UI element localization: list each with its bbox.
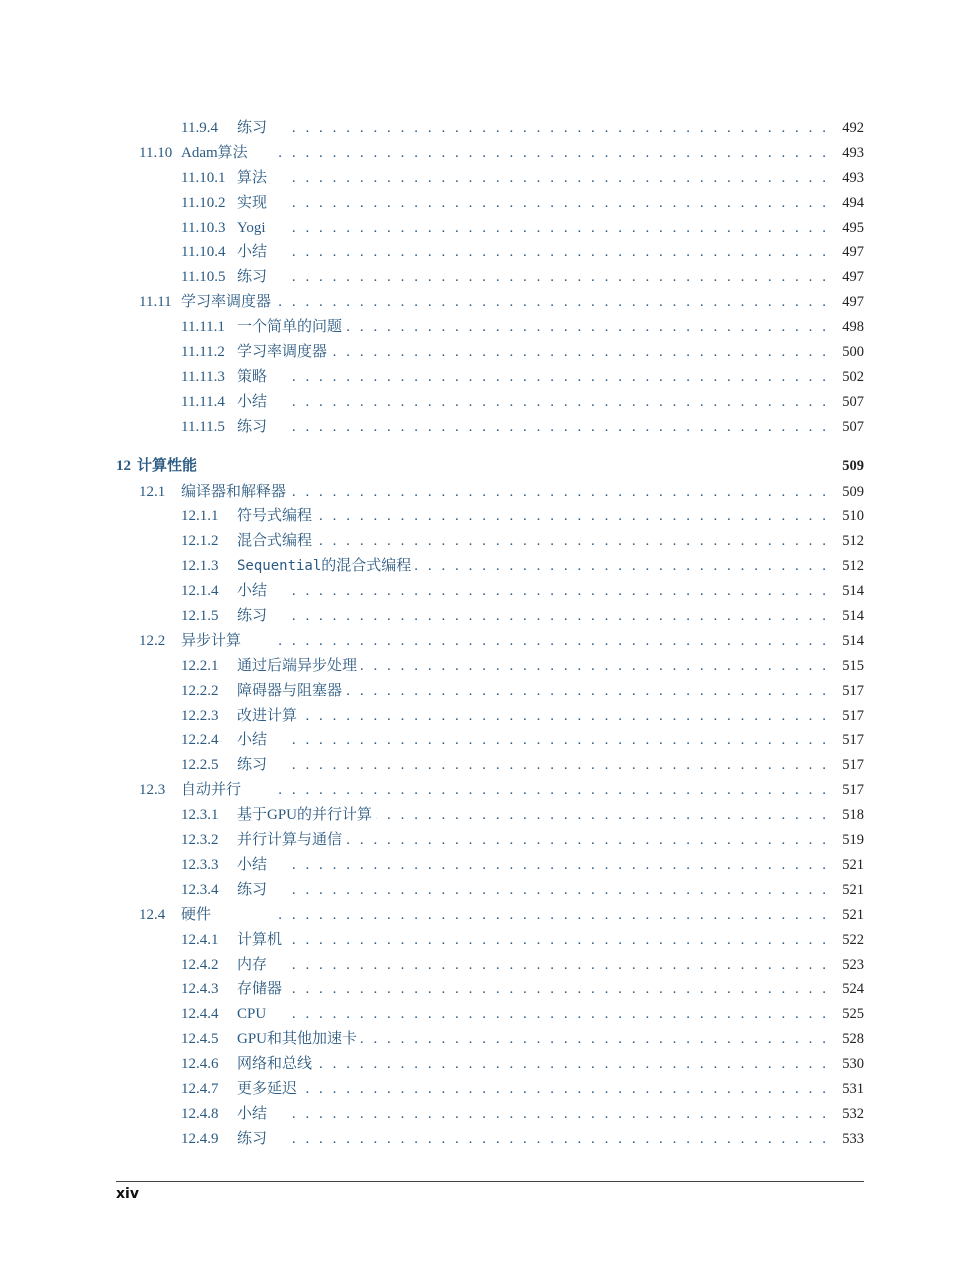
entry-number: 12.4.7 — [181, 1080, 219, 1097]
entry-number: 12.3.4 — [181, 881, 219, 898]
toc-subsection-entry[interactable] — [116, 1077, 864, 1102]
toc-subsection-entry[interactable] — [116, 928, 864, 953]
entry-title: 计算机 — [237, 928, 286, 953]
toc-subsection-entry[interactable] — [116, 390, 864, 415]
entry-page-number: 500 — [842, 344, 864, 361]
entry-title: 通过后端异步处理 — [237, 654, 361, 679]
entry-page-number: 519 — [842, 832, 864, 849]
entry-number: 12.3.2 — [181, 832, 219, 849]
entry-number: 12.4.4 — [181, 1006, 219, 1023]
dot-leader — [286, 878, 826, 903]
entry-page-number: 531 — [842, 1080, 864, 1097]
dot-leader — [286, 579, 826, 604]
entry-title: 练习 — [237, 878, 271, 903]
footer-divider — [116, 1181, 864, 1182]
toc-chapter-entry[interactable] — [116, 452, 864, 480]
entry-number: 11.10.4 — [181, 244, 226, 261]
entry-page-number: 495 — [842, 219, 864, 236]
entry-title: 练习 — [237, 1127, 271, 1152]
entry-page-number: 512 — [842, 558, 864, 575]
toc-subsection-entry[interactable] — [116, 728, 864, 753]
entry-number: 12.2.3 — [181, 707, 219, 724]
toc-subsection-entry[interactable] — [116, 340, 864, 365]
entry-page-number: 492 — [842, 120, 864, 136]
entry-page-number: 523 — [842, 956, 864, 973]
entry-number: 12.1.4 — [181, 583, 219, 600]
entry-page-number: 515 — [842, 657, 864, 674]
toc-subsection-entry[interactable] — [116, 116, 864, 141]
toc-subsection-entry[interactable] — [116, 1102, 864, 1127]
entry-page-number: 514 — [842, 632, 864, 649]
entry-title: 练习 — [237, 116, 271, 141]
entry-title: 符号式编程 — [237, 504, 316, 529]
entry-number: 11.10.2 — [181, 194, 226, 211]
dot-leader — [286, 1002, 826, 1027]
entry-page-number: 512 — [842, 533, 864, 550]
entry-title: 实现 — [237, 191, 271, 216]
toc-subsection-entry[interactable] — [116, 878, 864, 903]
dot-leader — [286, 679, 826, 704]
entry-number: 11.11.2 — [181, 344, 225, 361]
entry-title: 异步计算 — [181, 629, 245, 654]
entry-title: Adam算法 — [181, 141, 252, 166]
entry-page-number: 507 — [842, 418, 864, 435]
toc-section-entry[interactable] — [116, 903, 864, 928]
entry-title: 改进计算 — [237, 704, 301, 729]
entry-title: 学习率调度器 — [181, 290, 275, 315]
entry-page-number: 530 — [842, 1056, 864, 1073]
dot-leader — [276, 290, 826, 315]
toc-subsection-entry[interactable] — [116, 753, 864, 778]
entry-number: 12.1.1 — [181, 508, 219, 525]
entry-title: 小结 — [237, 1102, 271, 1127]
entry-number: 12.2.5 — [181, 757, 219, 774]
entry-number: 12.2.4 — [181, 732, 219, 749]
dot-leader — [286, 390, 826, 415]
toc-subsection-entry[interactable] — [116, 853, 864, 878]
entry-title: 小结 — [237, 390, 271, 415]
entry-page-number: 524 — [842, 981, 864, 998]
toc-subsection-entry[interactable] — [116, 504, 864, 529]
entry-number: 12.3 — [139, 782, 166, 799]
entry-title: 一个简单的问题 — [237, 315, 346, 340]
entry-page-number: 497 — [842, 269, 864, 286]
entry-page-number: 498 — [842, 319, 864, 336]
entry-number: 12.4.8 — [181, 1105, 219, 1122]
toc-section-entry[interactable] — [116, 290, 864, 315]
entry-page-number: 532 — [842, 1105, 864, 1122]
toc-subsection-entry[interactable] — [116, 953, 864, 978]
dot-leader — [286, 340, 826, 365]
dot-leader — [286, 415, 826, 440]
entry-title: 计算性能 — [137, 452, 201, 480]
entry-number: 11.11.3 — [181, 368, 225, 385]
entry-page-number: 521 — [842, 856, 864, 873]
entry-title — [237, 554, 415, 579]
toc-subsection-entry[interactable] — [116, 1002, 864, 1027]
entry-number: 11.10.3 — [181, 219, 226, 236]
entry-page-number: 518 — [842, 807, 864, 824]
dot-leader — [286, 529, 826, 554]
page-number: xiv — [116, 1186, 139, 1202]
toc-subsection-entry[interactable] — [116, 828, 864, 853]
entry-number: 12.1.5 — [181, 608, 219, 625]
toc-subsection-entry[interactable] — [116, 704, 864, 729]
toc-subsection-entry[interactable] — [116, 315, 864, 340]
toc-subsection-entry[interactable] — [116, 365, 864, 390]
dot-leader — [286, 828, 826, 853]
entry-title: 并行计算与通信 — [237, 828, 346, 853]
dot-leader — [286, 116, 826, 141]
dot-leader — [286, 240, 826, 265]
entry-title: 练习 — [237, 604, 271, 629]
dot-leader — [286, 315, 826, 340]
entry-title: 更多延迟 — [237, 1077, 301, 1102]
entry-number: 12.3.1 — [181, 807, 219, 824]
entry-page-number: 533 — [842, 1130, 864, 1147]
toc-subsection-entry[interactable] — [116, 1127, 864, 1152]
entry-page-number: 525 — [842, 1006, 864, 1023]
toc-subsection-entry[interactable] — [116, 803, 864, 828]
dot-leader — [286, 1052, 826, 1077]
entry-title: 学习率调度器 — [237, 340, 331, 365]
entry-title: 策略 — [237, 365, 271, 390]
entry-number: 12.2.2 — [181, 682, 219, 699]
dot-leader — [276, 778, 826, 803]
entry-number: 12.1.3 — [181, 558, 219, 575]
dot-leader — [286, 654, 826, 679]
dot-leader — [286, 953, 826, 978]
entry-page-number: 514 — [842, 583, 864, 600]
entry-title: 自动并行 — [181, 778, 245, 803]
table-of-contents — [116, 116, 864, 1152]
dot-leader — [286, 365, 826, 390]
entry-title: GPU和其他加速卡 — [237, 1027, 361, 1052]
entry-title: 小结 — [237, 853, 271, 878]
entry-title: 内存 — [237, 953, 271, 978]
toc-section-entry[interactable] — [116, 141, 864, 166]
entry-number: 12.2.1 — [181, 657, 219, 674]
entry-number: 12.4.1 — [181, 931, 219, 948]
entry-number: 11.11 — [139, 294, 172, 311]
dot-leader — [286, 265, 826, 290]
entry-page-number: 493 — [842, 169, 864, 186]
dot-leader — [276, 141, 826, 166]
toc-subsection-entry[interactable] — [116, 554, 864, 579]
entry-page-number: 497 — [842, 294, 864, 311]
dot-leader — [276, 903, 826, 928]
entry-title: 基于GPU的并行计算 — [237, 803, 376, 828]
toc-subsection-entry[interactable] — [116, 1052, 864, 1077]
toc-subsection-entry[interactable] — [116, 604, 864, 629]
entry-title: 小结 — [237, 579, 271, 604]
entry-page-number: 509 — [842, 483, 864, 500]
toc-subsection-entry[interactable] — [116, 977, 864, 1002]
entry-page-number: 517 — [842, 707, 864, 724]
toc-subsection-entry[interactable] — [116, 679, 864, 704]
entry-number: 12 — [116, 457, 131, 474]
dot-leader — [286, 604, 826, 629]
toc-section-entry[interactable] — [116, 480, 864, 505]
entry-number: 11.10 — [139, 144, 173, 161]
entry-number: 12.4.6 — [181, 1056, 219, 1073]
dot-leader — [286, 166, 826, 191]
toc-subsection-entry[interactable] — [116, 415, 864, 440]
entry-page-number: 522 — [842, 931, 864, 948]
dot-leader — [286, 753, 826, 778]
dot-leader — [286, 853, 826, 878]
entry-title: 存储器 — [237, 977, 286, 1002]
toc-subsection-entry[interactable] — [116, 166, 864, 191]
entry-title-suffix: 的混合式编程 — [321, 558, 412, 575]
entry-number: 12.4.2 — [181, 956, 219, 973]
dot-leader — [286, 216, 826, 241]
entry-number: 12.1 — [139, 483, 166, 500]
entry-title: 练习 — [237, 753, 271, 778]
entry-page-number: 517 — [842, 732, 864, 749]
dot-leader — [276, 480, 826, 505]
entry-title: 混合式编程 — [237, 529, 316, 554]
toc-section-entry[interactable] — [116, 629, 864, 654]
entry-title: 小结 — [237, 240, 271, 265]
entry-number: 11.10.5 — [181, 269, 226, 286]
entry-number: 12.3.3 — [181, 856, 219, 873]
entry-title: Yogi — [237, 216, 270, 241]
entry-page-number: 493 — [842, 144, 864, 161]
entry-page-number: 517 — [842, 757, 864, 774]
entry-number: 12.4.5 — [181, 1031, 219, 1048]
entry-title: 练习 — [237, 265, 271, 290]
entry-title: CPU — [237, 1002, 270, 1027]
entry-number: 12.4 — [139, 906, 166, 923]
toc-subsection-entry[interactable] — [116, 579, 864, 604]
entry-page-number: 521 — [842, 906, 864, 923]
entry-page-number: 517 — [842, 682, 864, 699]
dot-leader — [286, 504, 826, 529]
entry-title: 练习 — [237, 415, 271, 440]
entry-page-number: 502 — [842, 368, 864, 385]
entry-number: 11.11.5 — [181, 418, 225, 435]
toc-subsection-entry[interactable] — [116, 1027, 864, 1052]
entry-number: 11.11.4 — [181, 393, 225, 410]
entry-page-number: 494 — [842, 194, 864, 211]
entry-page-number: 521 — [842, 881, 864, 898]
entry-title: 算法 — [237, 166, 271, 191]
dot-leader — [286, 191, 826, 216]
entry-title: 障碍器与阻塞器 — [237, 679, 346, 704]
entry-title: 小结 — [237, 728, 271, 753]
dot-leader — [286, 1027, 826, 1052]
dot-leader — [286, 1077, 826, 1102]
dot-leader — [286, 977, 826, 1002]
entry-number: 11.10.1 — [181, 169, 226, 186]
entry-page-number: 497 — [842, 244, 864, 261]
entry-title: 编译器和解释器 — [181, 480, 290, 505]
toc-section-entry[interactable] — [116, 778, 864, 803]
dot-leader — [286, 728, 826, 753]
dot-leader — [286, 928, 826, 953]
toc-subsection-entry[interactable] — [116, 191, 864, 216]
entry-number: 12.4.9 — [181, 1130, 219, 1147]
dot-leader — [286, 1127, 826, 1152]
toc-subsection-entry[interactable] — [116, 529, 864, 554]
dot-leader — [286, 704, 826, 729]
entry-number: 12.4.3 — [181, 981, 219, 998]
entry-page-number: 510 — [842, 508, 864, 525]
entry-title: 硬件 — [181, 903, 215, 928]
entry-number: 11.11.1 — [181, 319, 225, 336]
entry-number: 11.9.4 — [181, 120, 218, 136]
dot-leader — [276, 629, 826, 654]
entry-page-number: 517 — [842, 782, 864, 799]
entry-page-number: 509 — [842, 457, 864, 474]
entry-number: 12.1.2 — [181, 533, 219, 550]
entry-title-code: Sequential — [237, 558, 322, 575]
entry-page-number: 528 — [842, 1031, 864, 1048]
toc-subsection-entry[interactable] — [116, 265, 864, 290]
dot-leader — [286, 1102, 826, 1127]
toc-subsection-entry[interactable] — [116, 240, 864, 265]
entry-page-number: 514 — [842, 608, 864, 625]
entry-page-number: 507 — [842, 393, 864, 410]
toc-subsection-entry[interactable] — [116, 216, 864, 241]
entry-title: 网络和总线 — [237, 1052, 316, 1077]
toc-subsection-entry[interactable] — [116, 654, 864, 679]
entry-number: 12.2 — [139, 632, 166, 649]
